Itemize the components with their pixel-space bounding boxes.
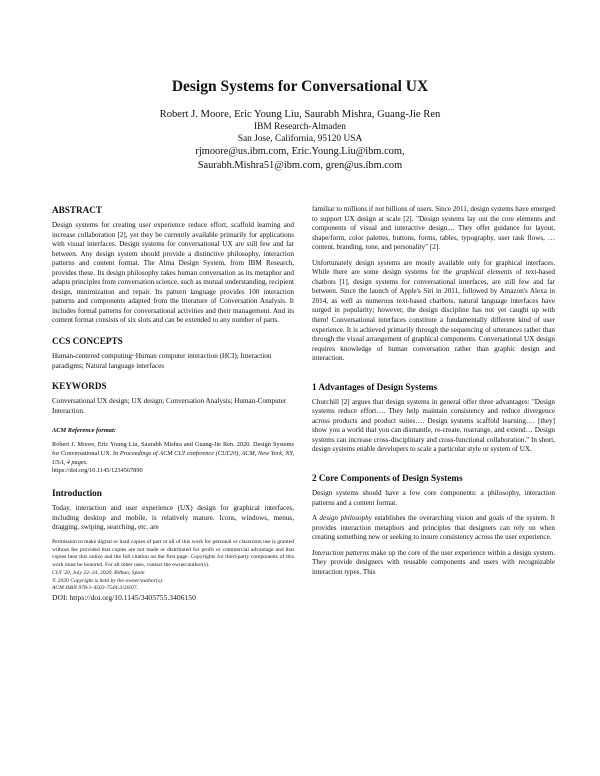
copyright-line: © 2020 Copyright is held by the owner/author(s). <box>52 577 164 584</box>
section-2-heading: 2 Core Components of Design Systems <box>312 473 463 484</box>
paper-header <box>0 77 600 172</box>
author-list: Robert J. Moore, Eric Young Liu, Saurabh Mishra, Guang-Jie Ren <box>159 109 441 120</box>
intro-p2-part-b: of text-based chatbots [1], design systems for conversational interfaces, are still few and far between. Since the launch of Apple's Siri in 2011, followed by Amazon's Alexa in 2014, as well as numerous text-based chatbots, natural language interfaces have surged in popularity; however, the design discipline has not yet caught up with them! Conversational interfaces constitute a fundamentally different kind of user experience. It is achieved primarily through the sequencing of utterances rather than through the visual arrangement of graphical components. Conversational UX design requires knowledge of human conversation rather than graphic design and interaction. <box>312 268 555 363</box>
intro-p2-emphasis: graphical elements <box>455 268 513 277</box>
left-column <box>52 205 294 603</box>
intro-p2-part-a: Unfortunately design systems are mostly available only for graphical interfaces. While there are some design systems for the <box>312 258 555 277</box>
affiliation-location: San Jose, California, 95120 USA <box>237 134 363 144</box>
author-emails-line-1: rjmoore@us.ibm.com, Eric.Young.Liu@ibm.com, <box>195 146 405 157</box>
sec2-p3-text: make up the core of the user experience within a design system. They provide designers with reusable components and users with recognizable interaction types. This <box>312 548 555 576</box>
introduction-text: Today, interaction and user experience (UX) design for graphical interfaces, including desktop and mobile, is relatively mature. Icons, windows, menus, dragging, swiping, searching, etc. are <box>52 504 294 532</box>
section-2-paragraph-3 <box>312 549 555 578</box>
conference-venue: CUI '20, July 22–24, 2020, Bilbao, Spain <box>52 569 145 576</box>
intro-paragraph-2 <box>312 259 555 364</box>
sec2-p3-emphasis: Interaction patterns <box>312 548 370 557</box>
copyright-footnote <box>52 539 294 593</box>
section-1-text: Churchill [2] argues that design systems in general offer three advantages: "Design systems reduce effort…. They help maintain consistency and reduce divergence across products and product suites…. Design systems scaffold learning…. [they] show you a world that you can dismantle, re-create, rearrange, and extend… Design systems can increase cross-disciplinary and cross-functional collaboration." In short, design systems enable developers to scale a particular style or system of UX. <box>312 397 555 454</box>
introduction-heading: Introduction <box>52 488 102 499</box>
keywords-heading: KEYWORDS <box>52 381 107 392</box>
paper-doi[interactable]: DOI: https://doi.org/10.1145/3405755.3406150 <box>52 592 196 602</box>
sec2-p2-part-b: establishes the overarching vision and goals of the system. It provides interaction metaphors and principles that designers can rely on when creating something new or seeking to insure consistency across the user experience. <box>312 514 555 542</box>
paper-title: Design Systems for Conversational UX <box>171 78 429 95</box>
intro-continued-text: familiar to millions if not billions of users. Since 2011, design systems have emerged to support UX design at scale [2]. "Design systems lay out the core elements and components of visual and interactive design.... They offer guidance for layout, shape/form, color palettes, buttons, forms, tables, typography, user task flows, …content, branding, tone, and personality" [2]. <box>312 205 555 252</box>
acm-reference-heading: ACM Reference format: <box>52 427 116 435</box>
section-2-paragraph-2 <box>312 514 555 543</box>
author-emails-line-2: Saurabh.Mishra51@ibm.com, gren@us.ibm.com <box>197 159 403 171</box>
section-2-text: Design systems should have a few core components: a philosophy, interaction patterns and a content format. <box>312 489 555 507</box>
acm-reference-doi[interactable]: https://doi.org/10.1145/1234567890 <box>52 467 143 475</box>
right-column <box>312 205 555 583</box>
isbn-line: ACM ISBN 978-1-4503-7544-3/20/07. <box>52 585 138 592</box>
abstract-text: Design systems for creating user experience reduce effort, scaffold learning and increase collaboration [2], yet they be currently available primarily for applications with visual interfaces. Design systems for conversational UX are still few and far between. Any design system should provide a distinctive philosophy, interaction patterns and content format. The Alma Design System, from IBM Research, provides these. Its design philosophy takes human conversation as its metaphor and adapts principles from conversation science, such as mutual understanding, recipient design, minimization and repair. Its pattern language provides 100 interaction patterns and components adapted from the literature of Conversation Analysis. It includes formal patterns for conversational activities and their management. And its content format consists of six slots and can be extended to any number of parts. <box>52 221 294 325</box>
abstract-heading: ABSTRACT <box>52 205 103 215</box>
sec2-p2-part-a: A <box>312 514 320 523</box>
ccs-heading: CCS CONCEPTS <box>52 336 123 347</box>
acm-reference-text <box>52 441 294 477</box>
keywords-text: Conversational UX design; UX design; Conversation Analysis; Human-Computer Interaction. <box>52 397 287 415</box>
permission-notice: Permission to make digital or hard copies of part or all of this work for personal or classroom use is granted without fee provided that copies are not made or distributed for profit or commercial advantage and that copies bear this notice and the full citation on the first page. Copyrights for third-party components of this work must be honored. For all other uses, contact the owner/author(s). <box>52 539 294 569</box>
acm-reference-plain: Robert J. Moore, Eric Young Liu, Saurabh Mishra and Guang-Jie Ren. 2020. Design Systems for Conversational UX. In <box>52 440 294 457</box>
affiliation-institution: IBM Research-Almaden <box>254 122 346 132</box>
ccs-text: Human-centered computing~Human computer interaction (HCI); Interaction paradigms; Natural language interfaces <box>52 352 272 370</box>
sec2-p2-emphasis: design philosophy <box>319 514 372 523</box>
acm-reference-italic: Proceedings of ACM CUI conference (CUI'20), ACM, New York, NY, USA, 4 pages. <box>52 449 294 466</box>
section-1-heading: 1 Advantages of Design Systems <box>312 381 438 392</box>
